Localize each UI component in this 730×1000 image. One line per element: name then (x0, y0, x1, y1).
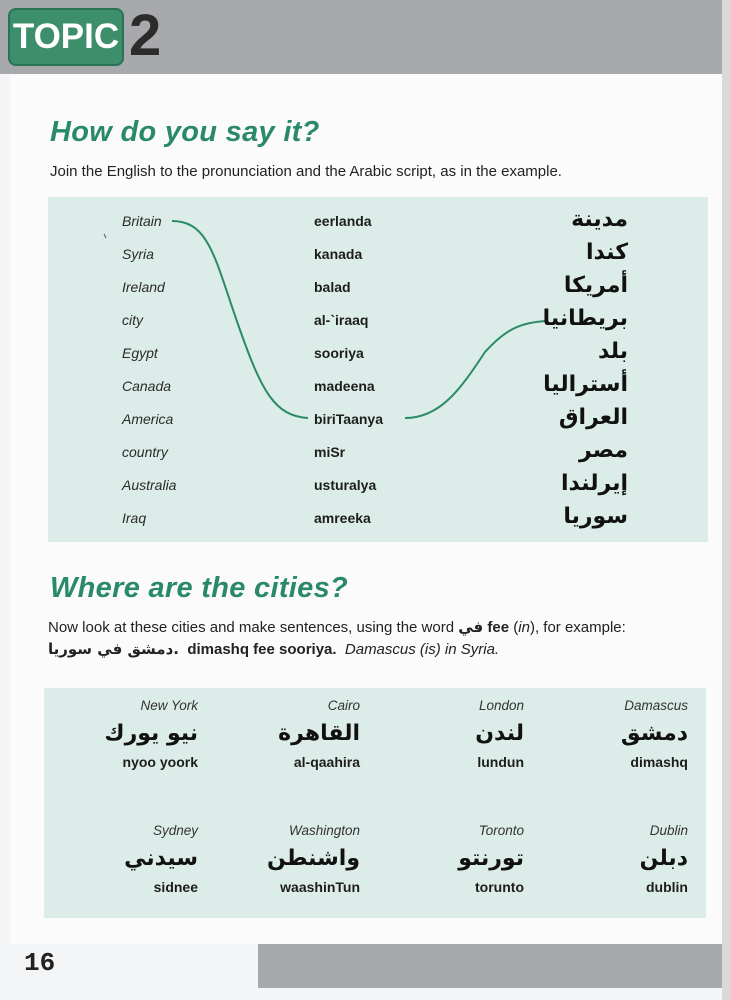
arabic-word: العراق (558, 405, 628, 430)
section2-example (48, 640, 499, 658)
topic-label: TOPIC (8, 8, 124, 66)
city-arabic: واشنطن (266, 846, 360, 871)
city-english: Damascus (624, 698, 688, 713)
arabic-word: بلد (598, 339, 628, 364)
city-card (414, 697, 524, 770)
english-word: Ireland (122, 279, 165, 295)
arabic-word: أستراليا (543, 372, 628, 397)
pronunciation-word: amreeka (314, 510, 371, 526)
instruction-fee: fee (487, 619, 510, 636)
pronunciation-word: kanada (314, 246, 363, 262)
pen-mark (104, 234, 106, 238)
arabic-word: بريطانيا (542, 306, 628, 331)
city-translit: dublin (646, 879, 688, 895)
arabic-word: مصر (579, 438, 628, 463)
instruction-post: ), for example: (529, 619, 626, 636)
english-word: country (122, 444, 168, 460)
footer-band (258, 944, 722, 988)
section1-instruction: Join the English to the pronunciation and the Arabic script, as in the example. (50, 163, 562, 180)
pronunciation-word: madeena (314, 378, 375, 394)
city-english: Cairo (327, 698, 360, 713)
pronunciation-word: biriTaanya (314, 411, 383, 427)
city-card (250, 822, 360, 895)
english-word: city (122, 312, 143, 328)
city-card (578, 697, 688, 770)
city-english: Dublin (649, 823, 688, 838)
english-word: Canada (122, 378, 172, 394)
city-arabic: لندن (475, 721, 524, 746)
page-number: 16 (24, 948, 56, 978)
english-word: Egypt (122, 345, 158, 361)
section2-title: Where are the cities? (50, 572, 349, 604)
city-english: New York (140, 698, 198, 713)
city-translit: sidnee (153, 879, 198, 895)
city-arabic: نيو يورك (104, 721, 198, 746)
city-card (578, 822, 688, 895)
example-english: Damascus (is) in Syria. (344, 641, 500, 658)
city-translit: nyoo yoork (122, 754, 198, 770)
city-arabic: سيدني (124, 846, 198, 871)
city-card (414, 822, 524, 895)
city-card (250, 697, 360, 770)
city-arabic: دبلن (639, 846, 688, 871)
instruction-in: in (518, 619, 530, 636)
city-arabic: القاهرة (278, 721, 360, 746)
english-word: Britain (122, 213, 162, 229)
city-english: Washington (288, 823, 360, 838)
pronunciation-word: eerlanda (314, 213, 372, 229)
pronunciation-word: sooriya (314, 345, 364, 361)
instruction-in-open: ( (509, 619, 519, 636)
city-arabic: دمشق (620, 721, 688, 746)
city-translit: dimashq (630, 754, 688, 770)
example-translit: dimashq fee sooriya. (187, 641, 337, 658)
city-english: Toronto (478, 823, 524, 838)
city-translit: torunto (475, 879, 524, 895)
arabic-word: كندا (585, 240, 628, 265)
city-english: Sydney (152, 823, 198, 838)
example-link-english (172, 221, 308, 418)
arabic-word: سوريا (563, 504, 628, 529)
pronunciation-word: miSr (314, 444, 346, 460)
example-link-arabic (405, 321, 548, 418)
arabic-word: أمريكا (563, 273, 628, 298)
city-english: London (478, 698, 524, 713)
city-translit: al-qaahira (293, 754, 360, 770)
city-card (88, 697, 198, 770)
english-word: America (122, 411, 174, 427)
section2-instruction (48, 618, 626, 636)
english-word: Australia (122, 477, 177, 493)
topic-number: 2 (129, 3, 162, 68)
section1-title: How do you say it? (50, 116, 320, 148)
pronunciation-word: al-`iraaq (314, 312, 369, 328)
instruction-pre: Now look at these cities and make sentences, using the word (48, 619, 459, 636)
city-card (88, 822, 198, 895)
arabic-word: مدينة (571, 207, 628, 232)
city-translit: waashinTun (280, 879, 360, 895)
example-arabic: دمشق في سوريا. (48, 640, 179, 658)
pronunciation-word: balad (314, 279, 351, 295)
english-word: Iraq (122, 510, 147, 526)
arabic-word: إيرلندا (561, 471, 628, 496)
english-word: Syria (122, 246, 154, 262)
city-translit: lundun (477, 754, 524, 770)
pronunciation-word: usturalya (314, 477, 377, 493)
instruction-arabic-word: في (458, 618, 484, 636)
city-arabic: تورنتو (458, 846, 524, 871)
